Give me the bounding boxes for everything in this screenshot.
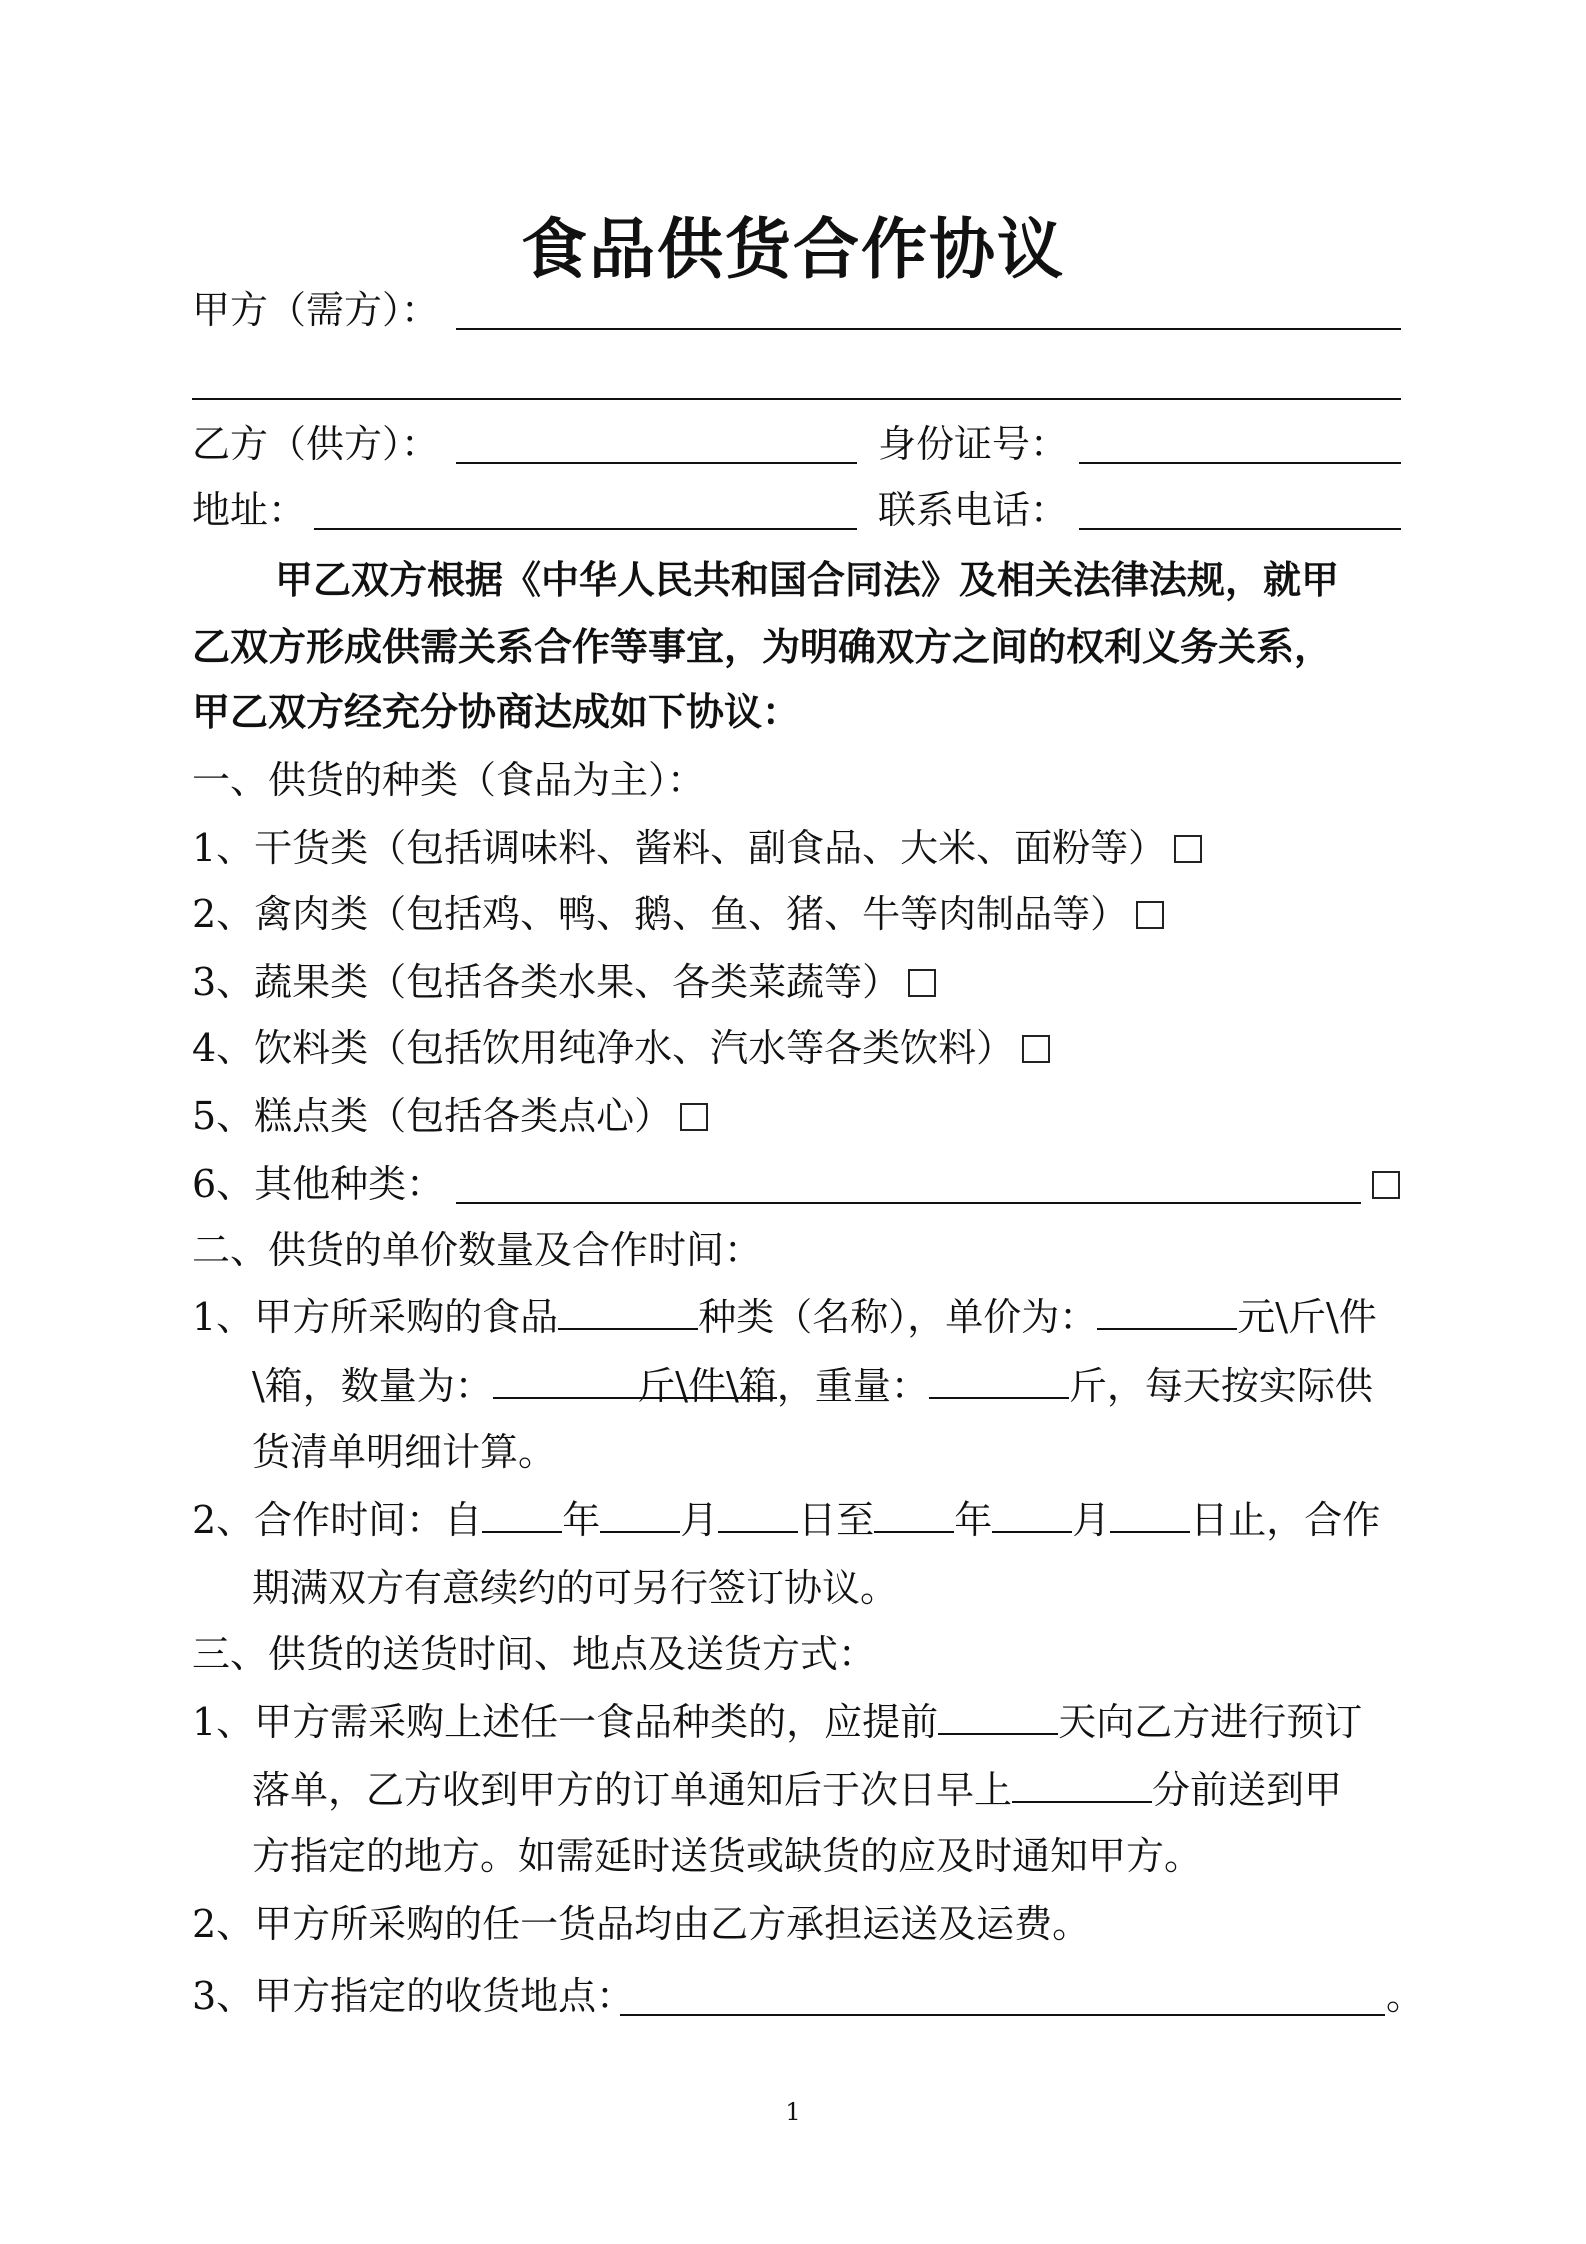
page-number: 1 bbox=[785, 2098, 801, 2126]
date-blank[interactable] bbox=[992, 1493, 1072, 1533]
party-a-label: 甲方（需方）： bbox=[192, 288, 440, 332]
id-number-blank[interactable] bbox=[1079, 462, 1401, 464]
text: 分前送到甲 bbox=[1152, 1768, 1343, 1812]
text: 1、甲方所采购的食品 bbox=[192, 1295, 559, 1339]
category-label: 1、干货类（包括调味料、酱料、副食品、大米、面粉等） bbox=[192, 826, 1167, 870]
text: 日至 bbox=[798, 1498, 875, 1542]
section-1-heading: 一、供货的种类（食品为主）： bbox=[192, 758, 706, 802]
text: 斤，每天按实际供 bbox=[1068, 1364, 1373, 1408]
quantity-blank[interactable] bbox=[493, 1359, 777, 1408]
category-label: 3、蔬果类（包括各类水果、各类菜蔬等） bbox=[192, 960, 901, 1004]
item-text bbox=[252, 1359, 1373, 1413]
section-2-heading: 二、供货的单价数量及合作时间： bbox=[192, 1228, 763, 1272]
item-text: 货清单明细计算。 bbox=[252, 1430, 557, 1474]
document-title: 食品供货合作协议 bbox=[521, 210, 1065, 288]
price-blank[interactable] bbox=[1097, 1290, 1237, 1330]
address-label: 地址： bbox=[192, 488, 307, 532]
phone-blank[interactable] bbox=[1079, 528, 1401, 530]
category-item bbox=[192, 1157, 444, 1211]
text: 年 bbox=[562, 1498, 601, 1542]
category-item bbox=[192, 955, 936, 1009]
category-item bbox=[192, 1089, 708, 1143]
category-item bbox=[192, 821, 1202, 875]
date-blank[interactable] bbox=[482, 1493, 562, 1533]
text: 1、甲方需采购上述任一食品种类的，应提前 bbox=[192, 1700, 939, 1744]
date-blank[interactable] bbox=[874, 1493, 954, 1533]
food-blank[interactable] bbox=[558, 1290, 698, 1330]
category-label: 6、其他种类： bbox=[192, 1162, 445, 1206]
date-blank[interactable] bbox=[1110, 1493, 1190, 1533]
text: \箱，数量为： bbox=[252, 1364, 493, 1408]
delivery-address-blank[interactable] bbox=[620, 2014, 1385, 2016]
time-blank[interactable] bbox=[1012, 1763, 1152, 1803]
text: 落单，乙方收到甲方的订单通知后于次日早上 bbox=[252, 1768, 1013, 1812]
item-text bbox=[192, 1493, 1380, 1547]
text: 2、合作时间：自 bbox=[192, 1498, 483, 1542]
category-label: 2、禽肉类（包括鸡、鸭、鹅、鱼、猪、牛等肉制品等） bbox=[192, 892, 1129, 936]
party-b-blank[interactable] bbox=[456, 462, 857, 464]
address-blank[interactable] bbox=[314, 528, 857, 530]
category-label: 4、饮料类（包括饮用纯净水、汽水等各类饮料） bbox=[192, 1026, 1015, 1070]
days-blank[interactable] bbox=[938, 1695, 1058, 1735]
date-blank[interactable] bbox=[718, 1493, 798, 1533]
item-text: 2、甲方所采购的任一货品均由乙方承担运送及运费。 bbox=[192, 1902, 1091, 1946]
text: 年 bbox=[954, 1498, 993, 1542]
date-blank[interactable] bbox=[600, 1493, 680, 1533]
intro-line: 乙双方形成供需关系合作等事宜，为明确双方之间的权利义务关系， bbox=[192, 624, 1333, 669]
checkbox[interactable] bbox=[908, 969, 936, 997]
checkbox[interactable] bbox=[1022, 1035, 1050, 1063]
item-text bbox=[192, 1695, 1362, 1749]
text: 月 bbox=[1072, 1498, 1111, 1542]
item-text bbox=[192, 1290, 1377, 1344]
category-item bbox=[192, 887, 1164, 941]
text: 月 bbox=[680, 1498, 719, 1542]
item-text bbox=[252, 1763, 1342, 1817]
phone-label: 联系电话： bbox=[878, 488, 1069, 532]
category-label: 5、糕点类（包括各类点心） bbox=[192, 1094, 673, 1138]
text: 元\斤\件 bbox=[1237, 1295, 1377, 1339]
section-3-heading: 三、供货的送货时间、地点及送货方式： bbox=[192, 1632, 877, 1676]
id-number-label: 身份证号： bbox=[878, 422, 1069, 466]
checkbox[interactable] bbox=[1136, 901, 1164, 929]
text: 天向乙方进行预订 bbox=[1058, 1700, 1363, 1744]
other-category-blank[interactable] bbox=[456, 1202, 1361, 1204]
text: ，重量： bbox=[776, 1364, 929, 1408]
category-item bbox=[192, 1021, 1050, 1075]
checkbox[interactable] bbox=[1174, 835, 1202, 863]
text: 种类（名称），单价为： bbox=[698, 1295, 1098, 1339]
text: 斤\件\箱 bbox=[637, 1364, 777, 1408]
item-text: 方指定的地方。如需延时送货或缺货的应及时通知甲方。 bbox=[252, 1834, 1203, 1878]
checkbox[interactable] bbox=[1372, 1171, 1400, 1199]
text: 3、甲方指定的收货地点： bbox=[192, 1974, 635, 2018]
item-text: 期满双方有意续约的可另行签订协议。 bbox=[252, 1566, 899, 1610]
party-a-blank-2[interactable] bbox=[192, 398, 1401, 400]
intro-line: 甲乙双方经充分协商达成如下协议： bbox=[192, 689, 801, 734]
item-text bbox=[192, 1969, 634, 2023]
checkbox[interactable] bbox=[680, 1103, 708, 1131]
weight-blank[interactable] bbox=[929, 1359, 1069, 1399]
party-a-blank[interactable] bbox=[456, 328, 1401, 330]
text: 日止，合作 bbox=[1190, 1498, 1381, 1542]
period: 。 bbox=[1386, 1974, 1425, 2018]
intro-line: 甲乙双方根据《中华人民共和国合同法》及相关法律法规，就甲 bbox=[275, 557, 1340, 602]
party-b-label: 乙方（供方）： bbox=[192, 422, 440, 466]
